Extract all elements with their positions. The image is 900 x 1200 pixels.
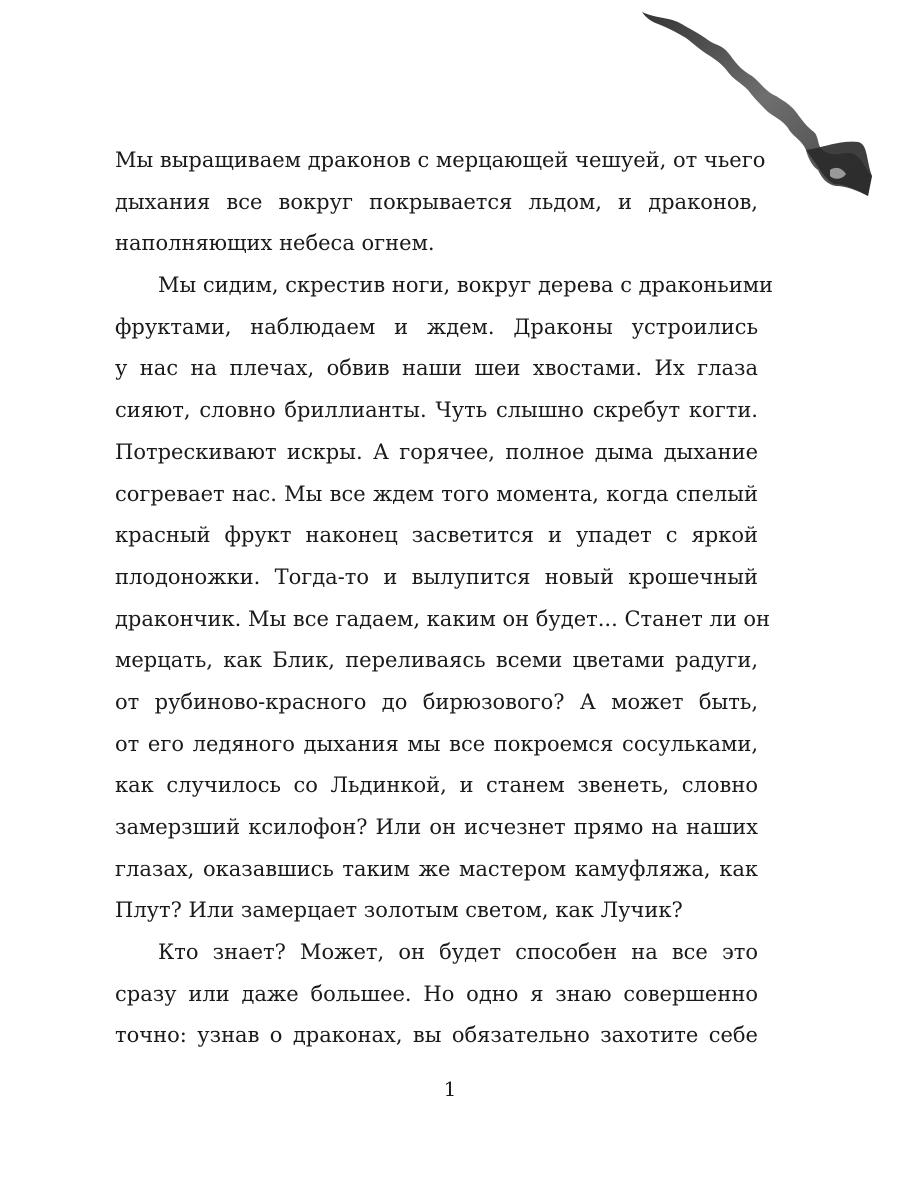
text-line: Потрескивают искры. А горячее, полное дыма дыхание — [115, 439, 758, 464]
text-line: сияют, словно бриллианты. Чуть слышно скребут когти. — [115, 398, 758, 423]
text-line: Мы сидим, скрестив ноги, вокруг дерева с драконьими — [158, 273, 774, 298]
text-line: наполняющих небеса огнем. — [115, 231, 435, 256]
text-line: согревает нас. Мы все ждем того момента, когда спелый — [115, 481, 758, 506]
text-line: дыхания все вокруг покрывается льдом, и драконов, — [115, 189, 758, 214]
text-line: замерзший ксилофон? Или он исчезнет прямо на наших — [115, 815, 758, 839]
text-line: дракончик. Мы все гадаем, каким он будет... Станет ли он — [115, 606, 771, 631]
text-line: красный фрукт наконец засветится и упадет с яркой — [115, 523, 758, 548]
text-line: Кто знает? Может, он будет способен на все это — [158, 940, 758, 965]
text-line: от его ледяного дыхания мы все покроемся сосульками, — [115, 731, 758, 756]
text-line: от рубиново-красного до бирюзового? А может быть, — [115, 689, 758, 714]
text-line: фруктами, наблюдаем и ждем. Драконы устроились — [115, 314, 758, 339]
text-line: мерцать, как Блик, переливаясь всеми цветами радуги, — [115, 648, 758, 673]
text-line: плодоножки. Тогда-то и вылупится новый крошечный — [115, 564, 758, 589]
text-line: у нас на плечах, обвив наши шеи хвостами. Их глаза — [115, 356, 758, 381]
body-text — [115, 140, 774, 1057]
text-line: как случилось со Льдинкой, и станем звенеть, словно — [115, 773, 758, 798]
text-line: Плут? Или замерцает золотым светом, как Лучик? — [115, 898, 683, 923]
text-line: сразу или даже большее. Но одно я знаю совершенно — [115, 981, 758, 1006]
page-number: 1 — [443, 1077, 457, 1101]
text-line: Мы выращиваем драконов с мерцающей чешуей, от чьего — [115, 148, 766, 172]
text-line: точно: узнав о драконах, вы обязательно захотите себе — [115, 1023, 758, 1048]
text-line: глазах, оказавшись таким же мастером камуфляжа, как — [115, 856, 758, 881]
